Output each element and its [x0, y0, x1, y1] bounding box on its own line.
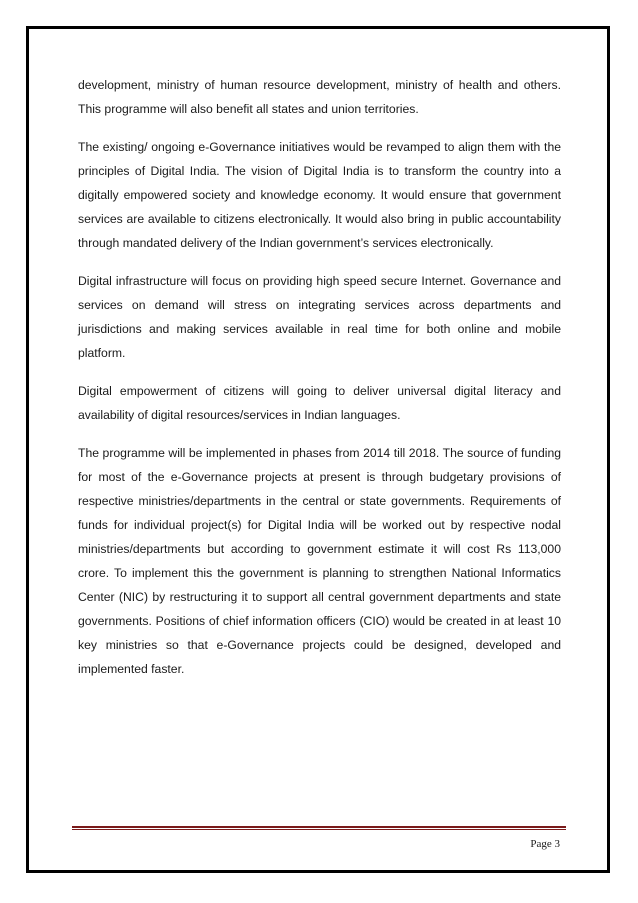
page-number: Page 3 — [530, 838, 560, 850]
paragraph-3: Digital infrastructure will focus on providing high speed secure Internet. Governance and services on demand will stress on integrating services across departments and jurisdictions and making services available in real time for both online and mobile platform. — [78, 274, 561, 360]
paragraph-1: development, ministry of human resource development, ministry of health and others. This programme will also benefit all states and union territories. — [78, 78, 561, 116]
paragraph-5: The programme will be implemented in phases from 2014 till 2018. The source of funding for most of the e-Governance projects at present is through budgetary provisions of respective ministries/departments in the central or state governments. Requirements of funds for individual project(s) for Digital India will be worked out by respective nodal ministries/departments but according to government estimate it will cost Rs 113,000 crore. To implement this the government is planning to strengthen National Informatics Center (NIC) by restructuring it to support all central government departments and state governments. Positions of chief information officers (CIO) would be created in at least 10 key ministries so that e-Governance projects could be designed, developed and implemented faster. — [78, 446, 561, 676]
footer-divider — [72, 826, 566, 830]
paragraph-2: The existing/ ongoing e-Governance initiatives would be revamped to align them with the principles of Digital India. The vision of Digital India is to transform the country into a digitally empowered society and knowledge economy. It would ensure that government services are available to citizens electronically. It would also bring in public accountability through mandated delivery of the Indian government’s services electronically. — [78, 140, 561, 250]
paragraph-4: Digital empowerment of citizens will going to deliver universal digital literacy and availability of digital resources/services in Indian languages. — [78, 384, 561, 422]
document-body — [78, 73, 561, 695]
